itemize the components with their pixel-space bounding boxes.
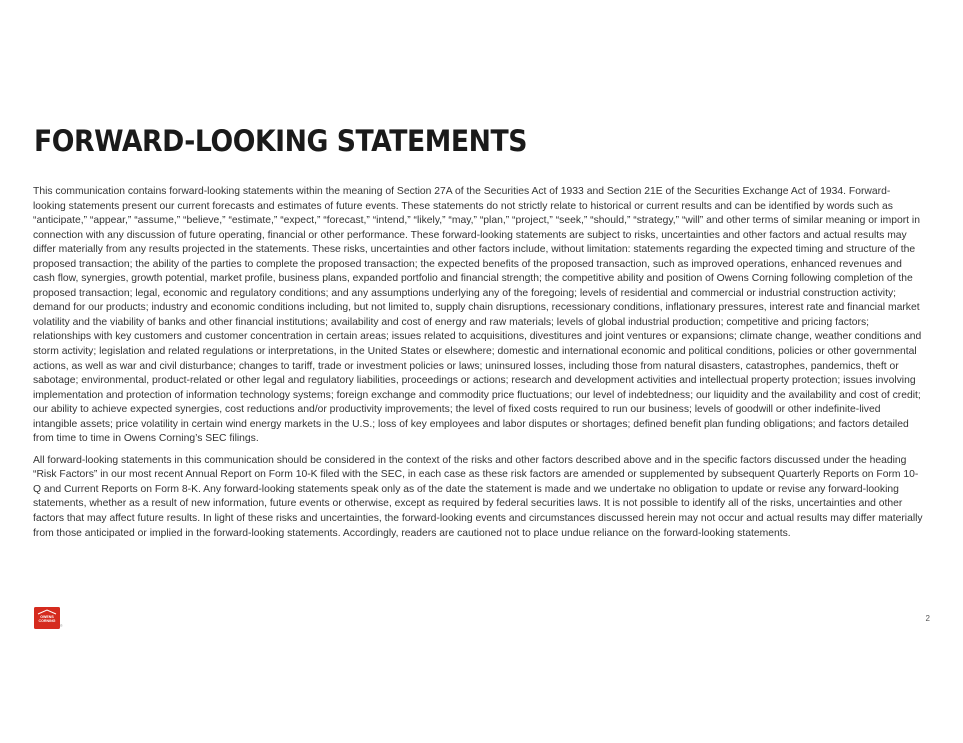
registered-mark: ® (60, 624, 63, 628)
disclaimer-paragraph-1: This communication contains forward-looking statements within the meaning of Section 27A of the Securities Act of 1933 and Section 21E of the Securities Exchange Act of 1934. Forward-looking statements present our current forecasts and estimates of future events. These statements do not strictly relate to historical or current results and can be identified by words such as “anticipate,” “appear,” “assume,” “believe,” “estimate,” “expect,” “forecast,” “intend,” “likely,” “may,” “plan,” “project,” “seek,” “should,” “strategy,” “will” and other terms of similar meaning or import in connection with any discussion of future operating, financial or other performance. These forward-looking statements are subject to risks, uncertainties and other factors and actual results may differ materially from any results projected in the statements. These risks, uncertainties and other factors include, without limitation: statements regarding the expected timing and structure of the proposed transaction; the ability of the parties to complete the proposed transaction; the expected benefits of the proposed transaction, such as improved operations, enhanced revenues and cash flow, synergies, growth potential, market profile, business plans, expanded portfolio and financial strength; the competitive ability and position of Owens Corning following completion of the proposed transaction; legal, economic and regulatory conditions; and any assumptions underlying any of the foregoing; levels of residential and commercial or industrial construction activity; demand for our products; industry and economic conditions including, but not limited to, supply chain disruptions, recessionary conditions, inflationary pressures, interest rate and financial market volatility and the viability of banks and other financial institutions; availability and cost of energy and raw materials; levels of global industrial production; competitive and pricing factors; relationships with key customers and customer concentration in certain areas; issues related to acquisitions, divestitures and joint ventures or expansions; climate change, weather conditions and storm activity; legislation and related regulations or interpretations, in the United States or elsewhere; domestic and international economic and political conditions, policies or other governmental actions, as well as war and civil disturbance; changes to tariff, trade or investment policies or laws; uninsured losses, including those from natural disasters, catastrophes, pandemics, theft or sabotage; environmental, product-related or other legal and regulatory liabilities, proceedings or actions; research and development activities and intellectual property protection; issues involving implementation and protection of information technology systems; foreign exchange and commodity price fluctuations; our level of indebtedness; our liquidity and the availability and cost of credit; our ability to achieve expected synergies, cost reductions and/or productivity improvements; the level of fixed costs required to run our business; levels of goodwill or other indefinite-lived intangible assets; price volatility in certain wind energy markets in the U.S.; loss of key employees and labor disputes or shortages; defined benefit plan funding obligations; and factors detailed from time to time in Owens Corning’s SEC filings. (33, 186, 922, 445)
page-number: 2 (925, 614, 930, 623)
logo-text-line2: CORNING (38, 619, 56, 623)
slide-title: FORWARD-LOOKING STATEMENTS (34, 124, 528, 158)
logo-text-line1: OWENS (40, 615, 54, 619)
disclaimer-body (33, 185, 923, 541)
logo-text (35, 615, 59, 623)
disclaimer-paragraph-2: All forward-looking statements in this communication should be considered in the context of the risks and other factors described above and in the specific factors discussed under the heading “Risk Factors” in our most recent Annual Report on Form 10-K filed with the SEC, in each case as these risk factors are amended or supplemented by subsequent Quarterly Reports on Form 10-Q and Current Reports on Form 8-K. Any forward-looking statements speak only as of the date the statement is made and we undertake no obligation to update or revise any forward-looking statements, whether as a result of new information, future events or otherwise, except as required by federal securities laws. It is not possible to identify all of the risks, uncertainties and other factors that may affect future results. In light of these risks and uncertainties, the forward-looking events and circumstances discussed herein may not occur and actual results may differ materially from those anticipated or implied in the forward-looking statements. Accordingly, readers are cautioned not to place undue reliance on the forward-looking statements. (33, 454, 923, 539)
owens-corning-logo-icon (34, 607, 62, 631)
